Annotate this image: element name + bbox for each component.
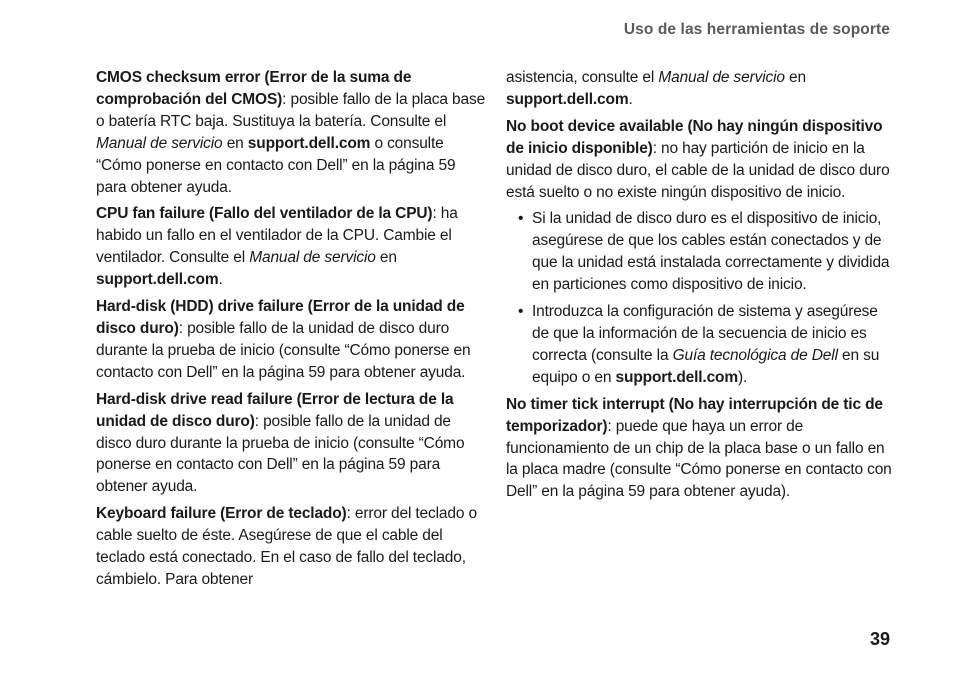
error-entry-hdd-failure	[96, 296, 488, 384]
error-entry-cpu-fan	[96, 203, 488, 291]
error-description: : ha habido un fallo en el ventilador de la CPU. Cambie el ventilador. Consulte el	[96, 205, 458, 267]
list-item	[506, 301, 898, 389]
error-description: : posible fallo de la unidad de disco duro durante la prueba de inicio (consulte “Cómo ponerse en contacto con Dell” en la página 59 para obtener ayuda.	[96, 412, 465, 496]
support-link: support.dell.com	[96, 271, 219, 289]
boot-device-tips-list	[506, 208, 898, 388]
manual-reference: Manual de servicio	[658, 69, 785, 86]
text-fragment: en	[784, 69, 806, 86]
error-term: Hard-disk (HDD) drive failure (Error de la unidad de disco duro)	[96, 298, 465, 337]
text-fragment: .	[628, 90, 633, 108]
error-term: CPU fan failure (Fallo del ventilador de la CPU)	[96, 205, 433, 223]
error-description: : puede que haya un error de funcionamiento de un chip de la placa base o un fallo en la placa madre (consulte “Cómo ponerse en contacto con Dell” en la página 59 para obtener ayuda).	[506, 417, 892, 501]
bullet-icon: •	[518, 210, 524, 228]
continued-text	[506, 67, 898, 111]
support-link: support.dell.com	[615, 368, 739, 386]
text-fragment: .	[218, 271, 223, 289]
error-term: Hard-disk drive read failure (Error de lectura de la unidad de disco duro)	[96, 390, 454, 430]
manual-reference: Manual de servicio	[96, 134, 223, 152]
page-number: 39	[869, 629, 890, 649]
error-term: No timer tick interrupt (No hay interrupción de tic de temporizador)	[506, 395, 883, 435]
text-fragment: en	[222, 134, 248, 152]
error-entry-hdd-read-failure	[96, 389, 488, 499]
guide-reference: Guía tecnológica de Dell	[672, 346, 838, 364]
right-column	[506, 67, 898, 508]
bullet-icon: •	[518, 303, 524, 321]
error-description: : no hay partición de inicio en la unidad de disco duro, el cable de la unidad de disco duro está suelto o no existe ningún dispositivo de inicio.	[506, 139, 890, 201]
text-fragment: en su equipo o en	[532, 346, 880, 386]
error-entry-no-boot-device	[506, 116, 898, 204]
error-entry-cmos-checksum	[96, 67, 488, 198]
support-link: support.dell.com	[506, 90, 629, 108]
error-description: : posible fallo de la placa base o batería RTC baja. Sustituya la batería. Consulte el	[96, 90, 486, 130]
error-entry-keyboard-failure	[96, 503, 488, 591]
list-item-text: Introduzca la configuración de sistema y asegúrese de que la información de la secuencia de inicio es correcta (consulte la	[532, 303, 878, 364]
text-fragment: en	[375, 249, 397, 267]
support-link: support.dell.com	[247, 134, 371, 152]
text-fragment: o consulte “Cómo ponerse en contacto con Dell” en la página 59 para obtener ayuda.	[96, 134, 456, 196]
list-item	[506, 208, 898, 296]
manual-reference: Manual de servicio	[249, 249, 376, 267]
error-term: No boot device available (No hay ningún dispositivo de inicio disponible)	[506, 117, 883, 157]
error-entry-no-timer-tick	[506, 394, 898, 504]
list-item-text: Si la unidad de disco duro es el dispositivo de inicio, asegúrese de que los cables están conectados y de que la unidad está instalada correctamente y dividida en particiones como dispositivo de inicio.	[532, 210, 890, 294]
left-column	[96, 67, 488, 596]
error-description: : posible fallo de la unidad de disco duro durante la prueba de inicio (consulte “Cómo ponerse en contacto con Dell” en la página 59 para obtener ayuda.	[96, 319, 471, 381]
running-header: Uso de las herramientas de soporte	[623, 21, 890, 38]
error-term: CMOS checksum error (Error de la suma de comprobación del CMOS)	[96, 69, 412, 108]
text-fragment: ).	[738, 368, 748, 386]
error-term: Keyboard failure (Error de teclado)	[96, 505, 347, 523]
text-fragment: asistencia, consulte el	[506, 69, 659, 86]
error-description: : error del teclado o cable suelto de éste. Asegúrese de que el cable del teclado está conectado. En el caso de fallo del teclado, cámbielo. Para obtener	[96, 505, 477, 588]
